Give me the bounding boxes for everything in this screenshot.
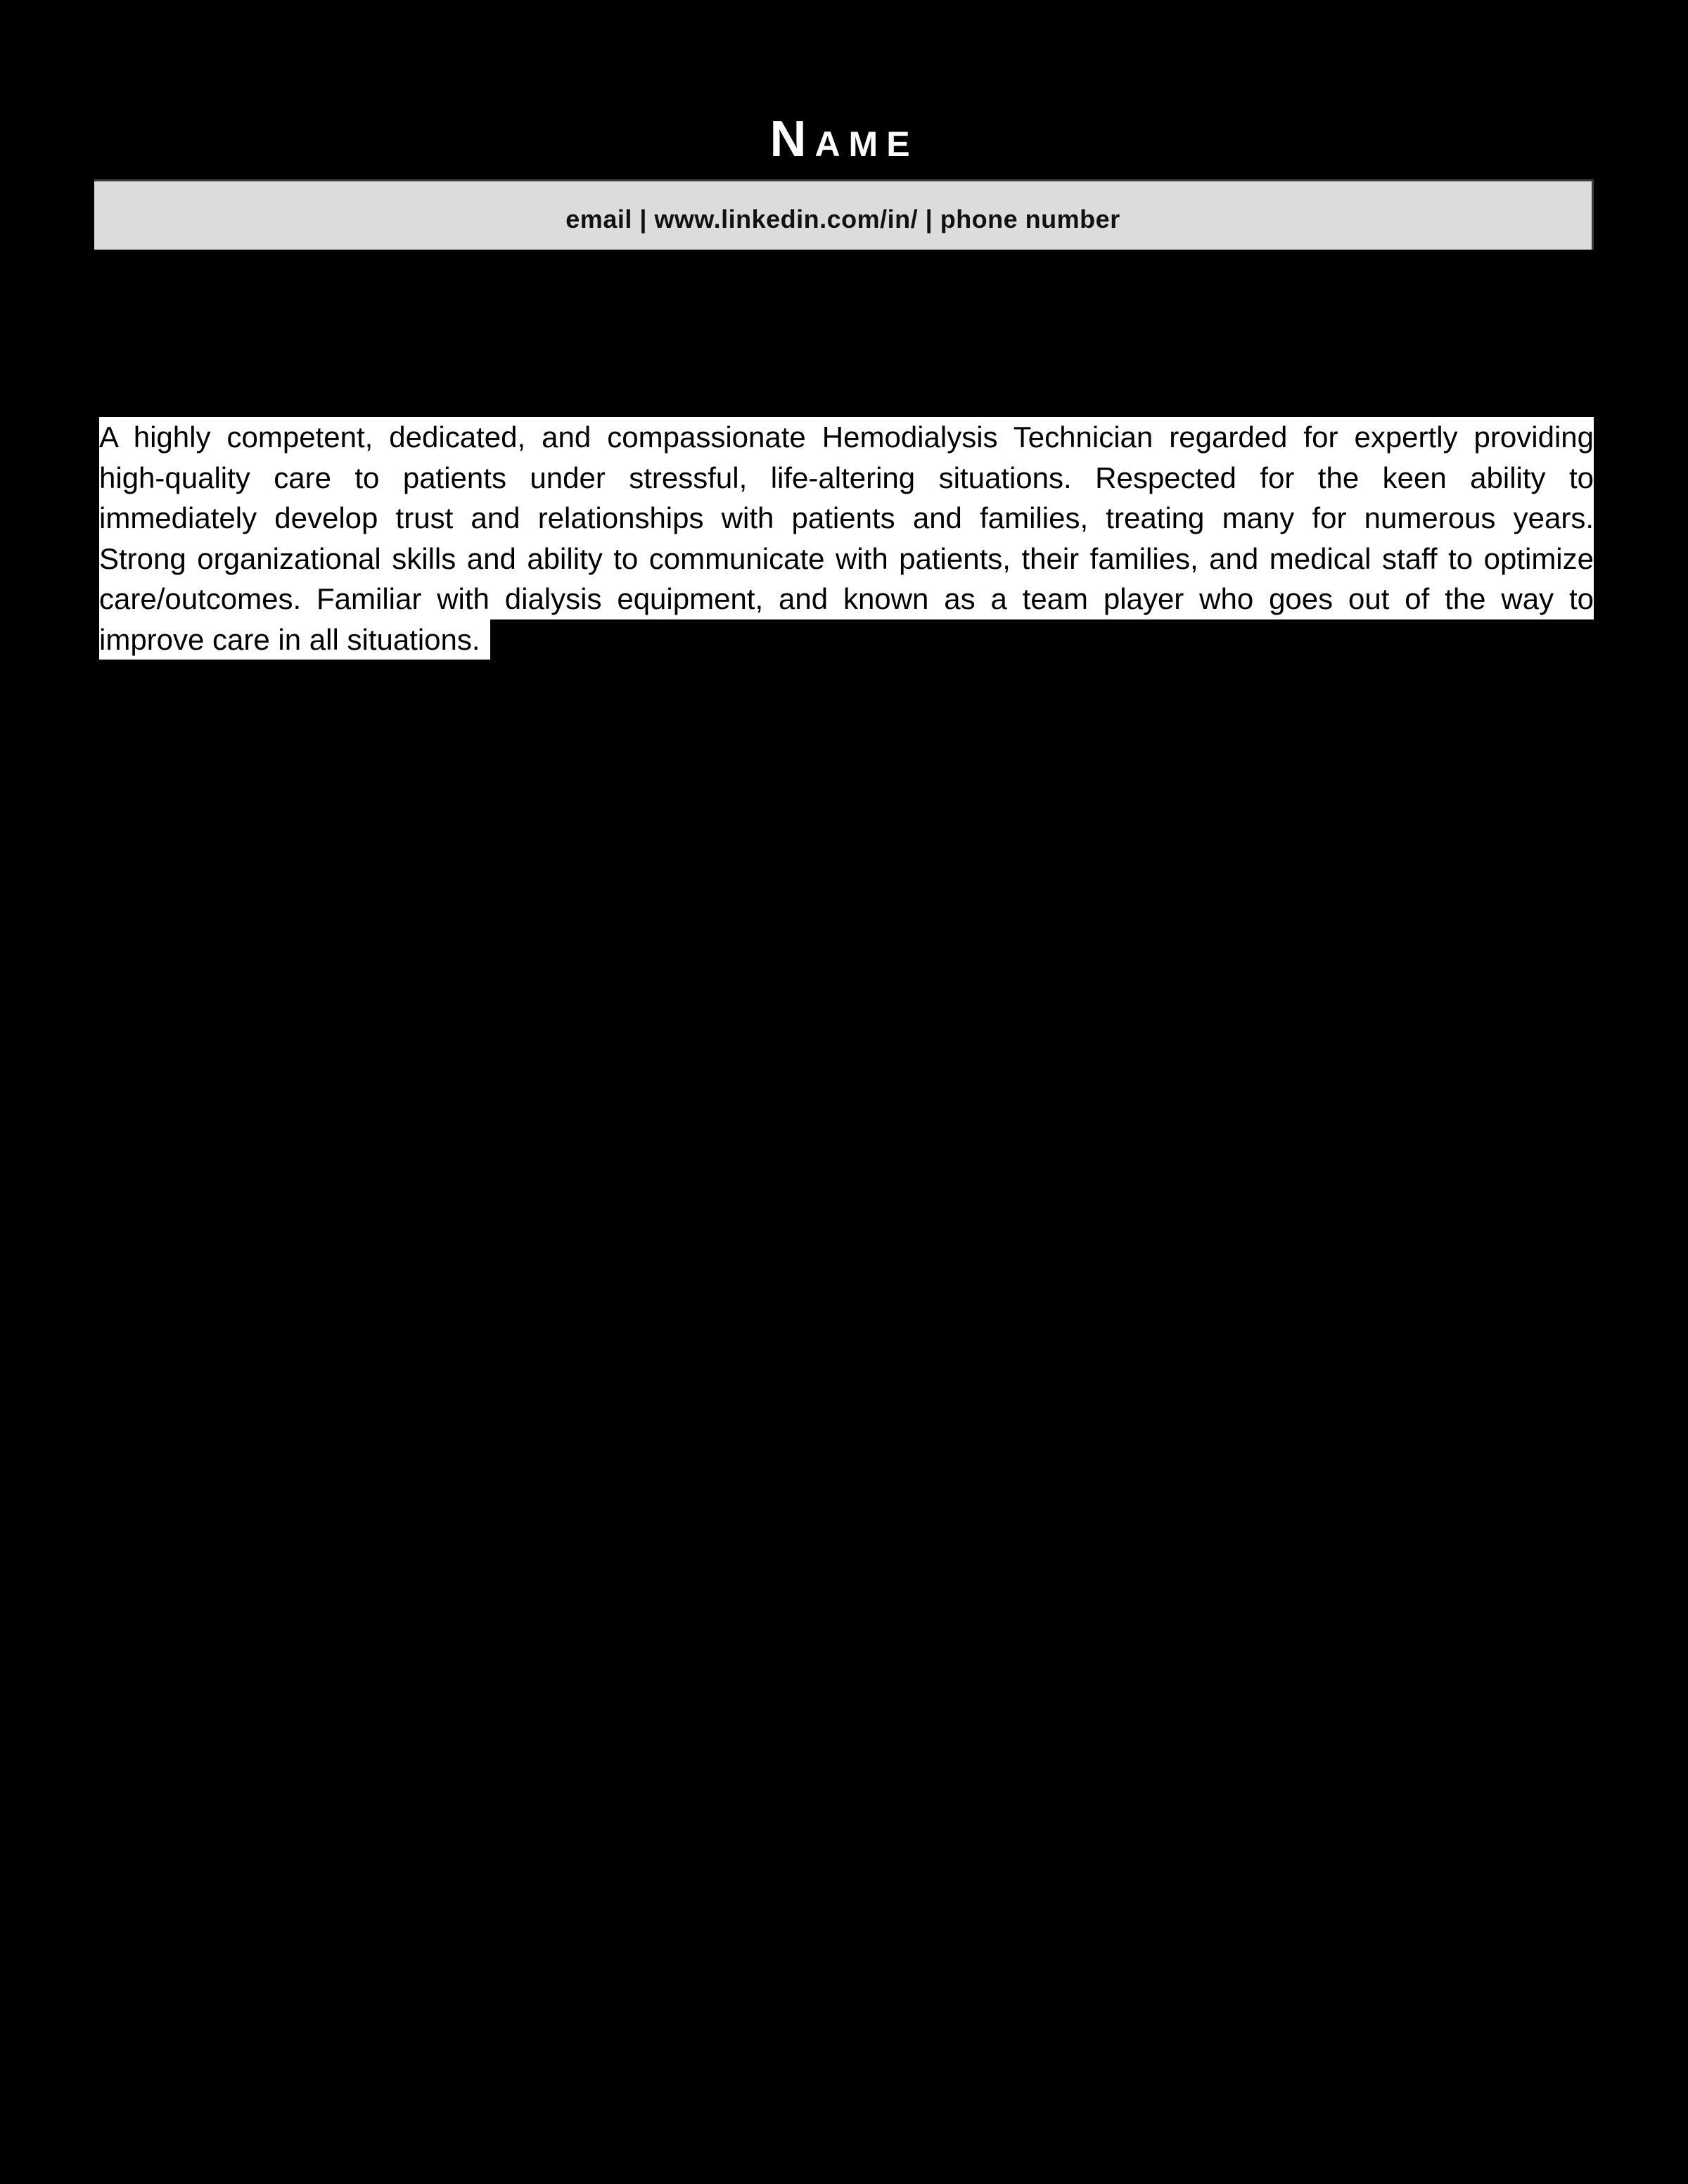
page-title <box>0 111 1688 179</box>
summary-line-text: care/outcomes. Familiar with dialysis equipment, and known as a team player who goes out of the way to <box>99 582 1594 615</box>
summary-line-text: immediately develop trust and relationships with patients and families, treating many for numerous years. <box>99 501 1594 534</box>
summary-line <box>99 619 1594 660</box>
name-rest: AME <box>814 124 919 164</box>
summary-line-text: improve care in all situations. <box>99 619 490 660</box>
contact-text: email | www.linkedin.com/in/ | phone number <box>565 204 1120 233</box>
summary-line <box>99 417 1594 458</box>
name-initial: N <box>769 111 815 167</box>
summary-line <box>99 579 1594 619</box>
summary-line <box>99 458 1594 499</box>
contact-bar <box>94 179 1594 250</box>
summary-line <box>99 539 1594 579</box>
summary-line-text: Strong organizational skills and ability to communicate with patients, their families, and medical staff to optimize <box>99 541 1594 575</box>
summary-paragraph <box>99 417 1594 660</box>
summary-line-text: A highly competent, dedicated, and compassionate Hemodialysis Technician regarded for expertly providing <box>99 420 1594 454</box>
summary-line-text: high-quality care to patients under stressful, life-altering situations. Respected for the keen ability to <box>99 461 1594 494</box>
summary-line <box>99 498 1594 539</box>
